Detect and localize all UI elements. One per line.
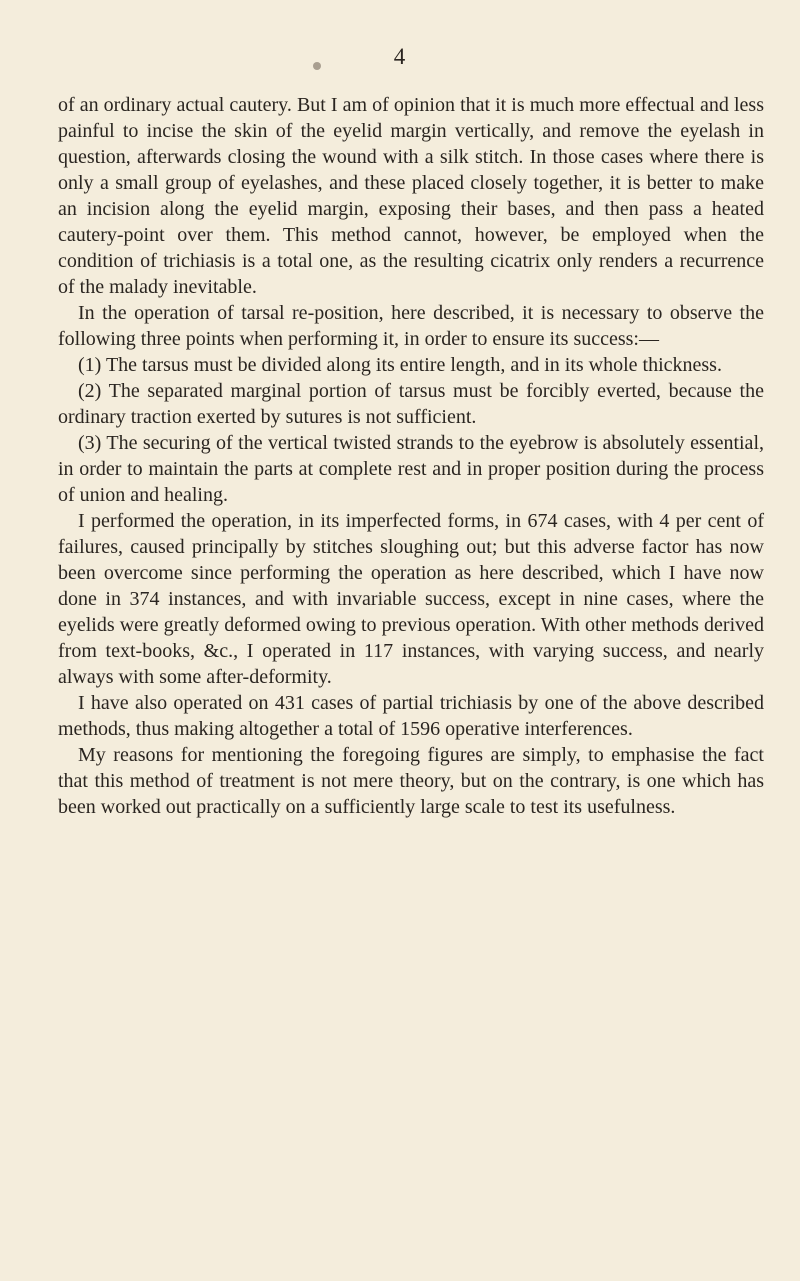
- page-number: 4: [393, 44, 407, 69]
- paragraph-operation-intro: In the operation of tarsal re-position, here described, it is necessary to observe the following three points when performing it, in order to ensure its success:—: [58, 302, 764, 350]
- paragraph-point-2: (2) The separated marginal portion of tarsus must be forcibly everted, because the ordinary traction exerted by sutures is not sufficient.: [58, 380, 764, 428]
- page-body-text: [58, 92, 764, 820]
- paragraph-results: I performed the operation, in its imperfected forms, in 674 cases, with 4 per cent of failures, caused principally by stitches sloughing out; but this adverse factor has now been overcome since performing the operation as here described, which I have now done in 374 instances, and with invariable success, except in nine cases, where the eyelids were greatly deformed owing to previous operation. With other methods derived from text-books, &c., I operated in 117 instances, with varying success, and nearly always with some after-deformity.: [58, 510, 764, 688]
- paragraph-reasons: My reasons for mentioning the foregoing figures are simply, to emphasise the fact that this method of treatment is not mere theory, but on the contrary, is one which has been worked out practically on a sufficiently large scale to test its usefulness.: [58, 744, 764, 818]
- paragraph-partial-trichiasis: I have also operated on 431 cases of partial trichiasis by one of the above described methods, thus making altogether a total of 1596 operative interferences.: [58, 692, 764, 740]
- paragraph-point-1: (1) The tarsus must be divided along its entire length, and in its whole thickness.: [78, 354, 722, 376]
- paragraph-point-3: (3) The securing of the vertical twisted strands to the eyebrow is absolutely essential, in order to maintain the parts at complete rest and in proper position during the process of union and healing.: [58, 432, 764, 506]
- paragraph-cautery: of an ordinary actual cautery. But I am of opinion that it is much more effectual and less painful to incise the skin of the eyelid margin vertically, and remove the eyelash in question, afterwards closing the wound with a silk stitch. In those cases where there is only a small group of eyelashes, and these placed closely together, it is better to make an incision along the eyelid margin, exposing their bases, and then pass a heated cautery-point over them. This method cannot, however, be employed when the condition of trichiasis is a total one, as the resulting cicatrix only renders a recurrence of the malady inevitable.: [58, 94, 764, 298]
